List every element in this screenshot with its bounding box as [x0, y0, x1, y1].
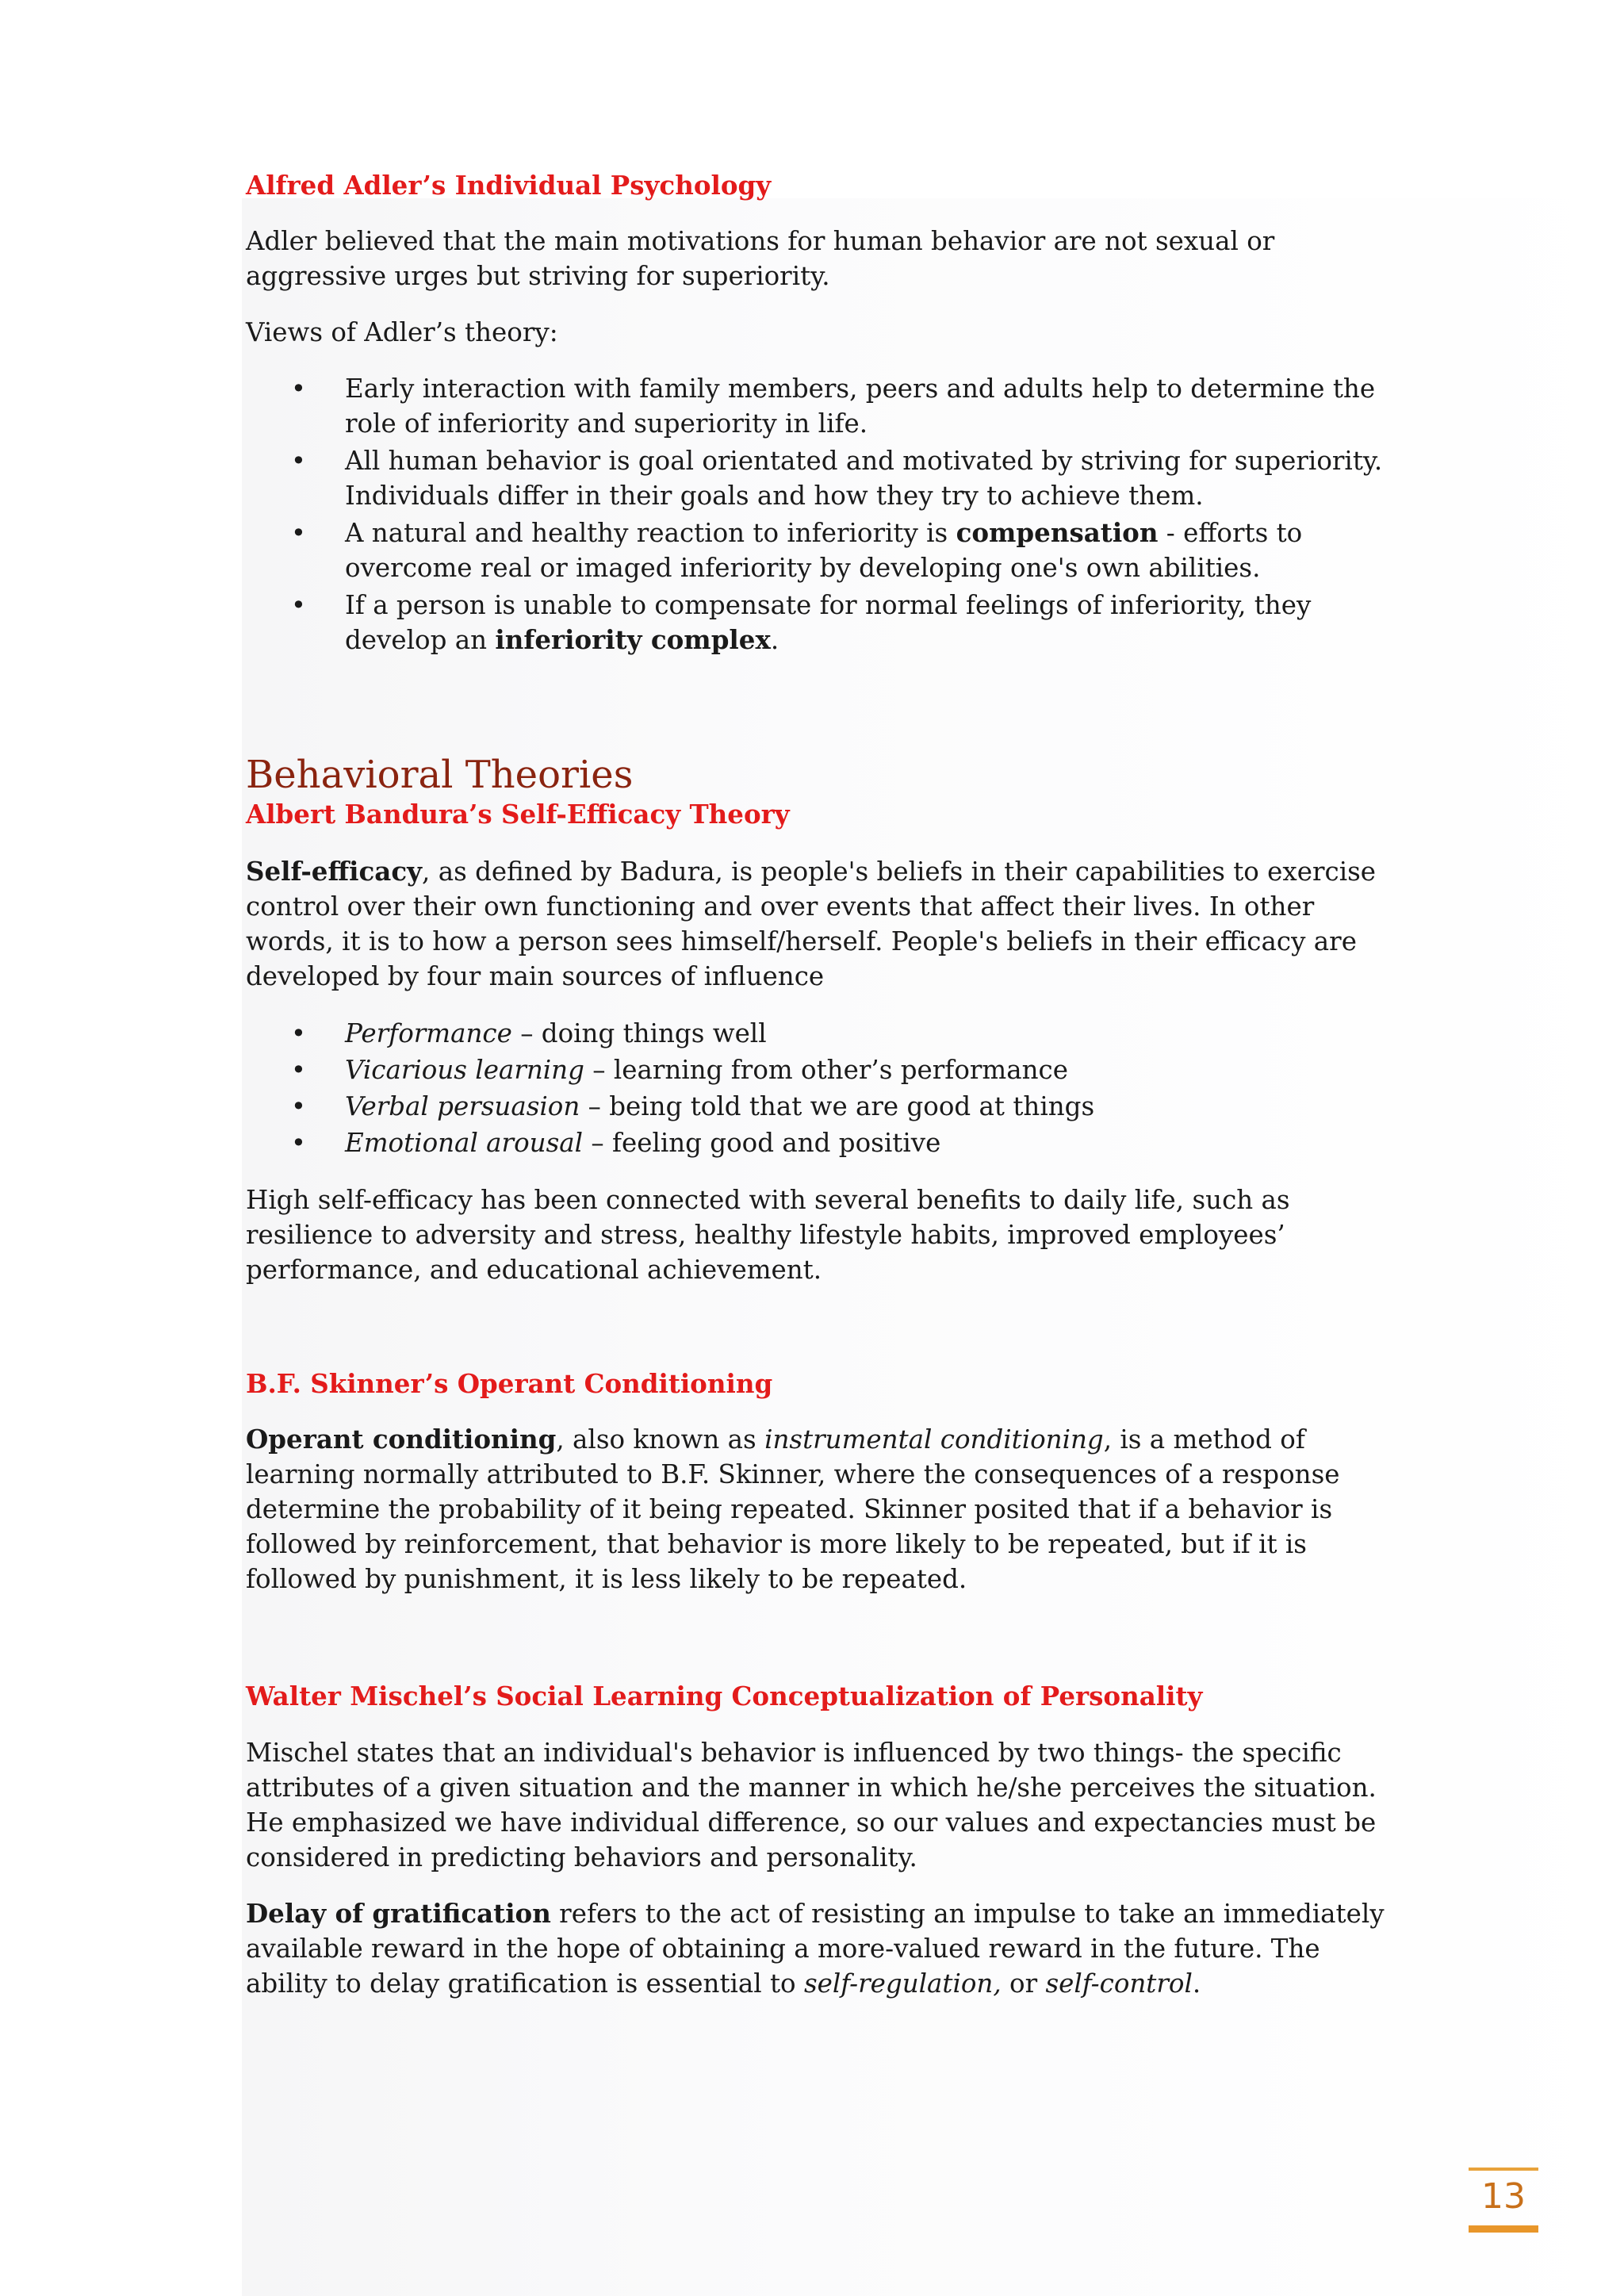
source-label: Verbal persuasion	[345, 1091, 580, 1121]
behavioral-theories-heading: Behavioral Theories	[246, 753, 634, 797]
bullet-text: Early interaction with family members, peers and adults help to determine the role of inferiority and superiority in life.	[345, 374, 1376, 439]
paragraph-text: , is a method of learning normally attributed to B.F. Skinner, where the consequences of a response determine the probability of it being repeated. Skinner posited that if a behavior is followed by reinforcement, that behavior is more likely to be repeated, but if it is followed by punishment, it is less likely to be repeated.	[246, 1424, 1340, 1594]
list-item	[246, 443, 1388, 513]
source-desc: – being told that we are good at things	[580, 1091, 1095, 1121]
bandura-heading: Albert Bandura’s Self-Efficacy Theory	[246, 799, 790, 830]
self-efficacy-benefits: High self-efficacy has been connected with several benefits to daily life, such as resilience to adversity and stress, healthy lifestyle habits, improved employees’ performance, and educational achievement.	[246, 1185, 1290, 1285]
source-desc: – feeling good and positive	[583, 1128, 941, 1158]
keyword-compensation: compensation	[956, 517, 1159, 548]
source-desc: – doing things well	[511, 1018, 767, 1048]
delay-of-gratification-paragraph	[246, 1896, 1388, 2001]
definition-text: , as defined by Badura, is people's beliefs in their capabilities to exercise control over their own functioning and over events that affect their lives. In other words, it is to how a person sees himself/herself. People's beliefs in their efficacy are developed by four main sources of influence	[246, 857, 1377, 991]
keyword-delay-of-gratification: Delay of gratification	[246, 1898, 551, 1929]
paragraph-text: .	[1192, 1968, 1201, 1999]
self-efficacy-definition	[246, 854, 1388, 994]
efficacy-sources-list	[246, 1016, 1388, 1160]
page-number-top-rule	[1469, 2168, 1538, 2171]
keyword-inferiority-complex: inferiority complex	[495, 624, 771, 655]
page-number: 13	[1481, 2176, 1526, 2217]
list-item	[246, 588, 1388, 657]
bullet-text: - efforts to overcome real or imaged inferiority by developing one's own abilities.	[345, 518, 1303, 583]
keyword-self-efficacy: Self-efficacy	[246, 856, 423, 887]
term-instrumental-conditioning: instrumental conditioning	[764, 1424, 1104, 1455]
operant-conditioning-paragraph	[246, 1422, 1388, 1596]
list-item	[246, 1052, 1388, 1087]
adler-heading: Alfred Adler’s Individual Psychology	[246, 170, 772, 201]
term-self-control: self-control	[1045, 1968, 1193, 1999]
source-label: Performance	[345, 1018, 512, 1048]
term-self-regulation: self-regulation,	[803, 1968, 1002, 1999]
list-item	[246, 1016, 1388, 1051]
skinner-heading: B.F. Skinner’s Operant Conditioning	[246, 1368, 773, 1399]
mischel-paragraph: Mischel states that an individual's behavior is influenced by two things- the specific attributes of a given situation and the manner in which he/she perceives the situation. He emphasized we have individual difference, so our values and expectancies must be considered in predicting behaviors and personality.	[246, 1738, 1377, 1872]
adler-intro: Adler believed that the main motivations for human behavior are not sexual or aggressive urges but striving for superiority.	[246, 226, 1275, 291]
paragraph-text: , also known as	[556, 1424, 765, 1455]
paragraph-text: or	[1001, 1968, 1046, 1999]
bullet-text: If a person is unable to compensate for normal feelings of inferiority, they develop an	[345, 590, 1312, 655]
adler-views-label: Views of Adler’s theory:	[246, 317, 558, 347]
bullet-text: All human behavior is goal orientated and motivated by striving for superiority. Individuals differ in their goals and how they try to achieve them.	[345, 446, 1383, 511]
source-label: Vicarious learning	[345, 1055, 584, 1085]
source-desc: – learning from other’s performance	[584, 1055, 1068, 1085]
mischel-heading: Walter Mischel’s Social Learning Conceptualization of Personality	[246, 1681, 1203, 1711]
list-item	[246, 1125, 1388, 1160]
page-number-bottom-bar	[1469, 2225, 1538, 2233]
paragraph-text: refers to the act of resisting an impulse to take an immediately available reward in the hope of obtaining a more-valued reward in the future. The ability to delay gratification is essential to	[246, 1899, 1385, 1999]
keyword-operant-conditioning: Operant conditioning	[246, 1424, 557, 1455]
bullet-text: A natural and healthy reaction to inferiority is	[345, 518, 956, 548]
bullet-text: .	[770, 625, 779, 655]
adler-bullet-list	[246, 371, 1388, 657]
list-item	[246, 516, 1388, 585]
list-item	[246, 1089, 1388, 1124]
source-label: Emotional arousal	[345, 1128, 584, 1158]
list-item	[246, 371, 1388, 441]
page-number-badge	[1469, 2168, 1538, 2233]
document-body	[246, 168, 1388, 2001]
